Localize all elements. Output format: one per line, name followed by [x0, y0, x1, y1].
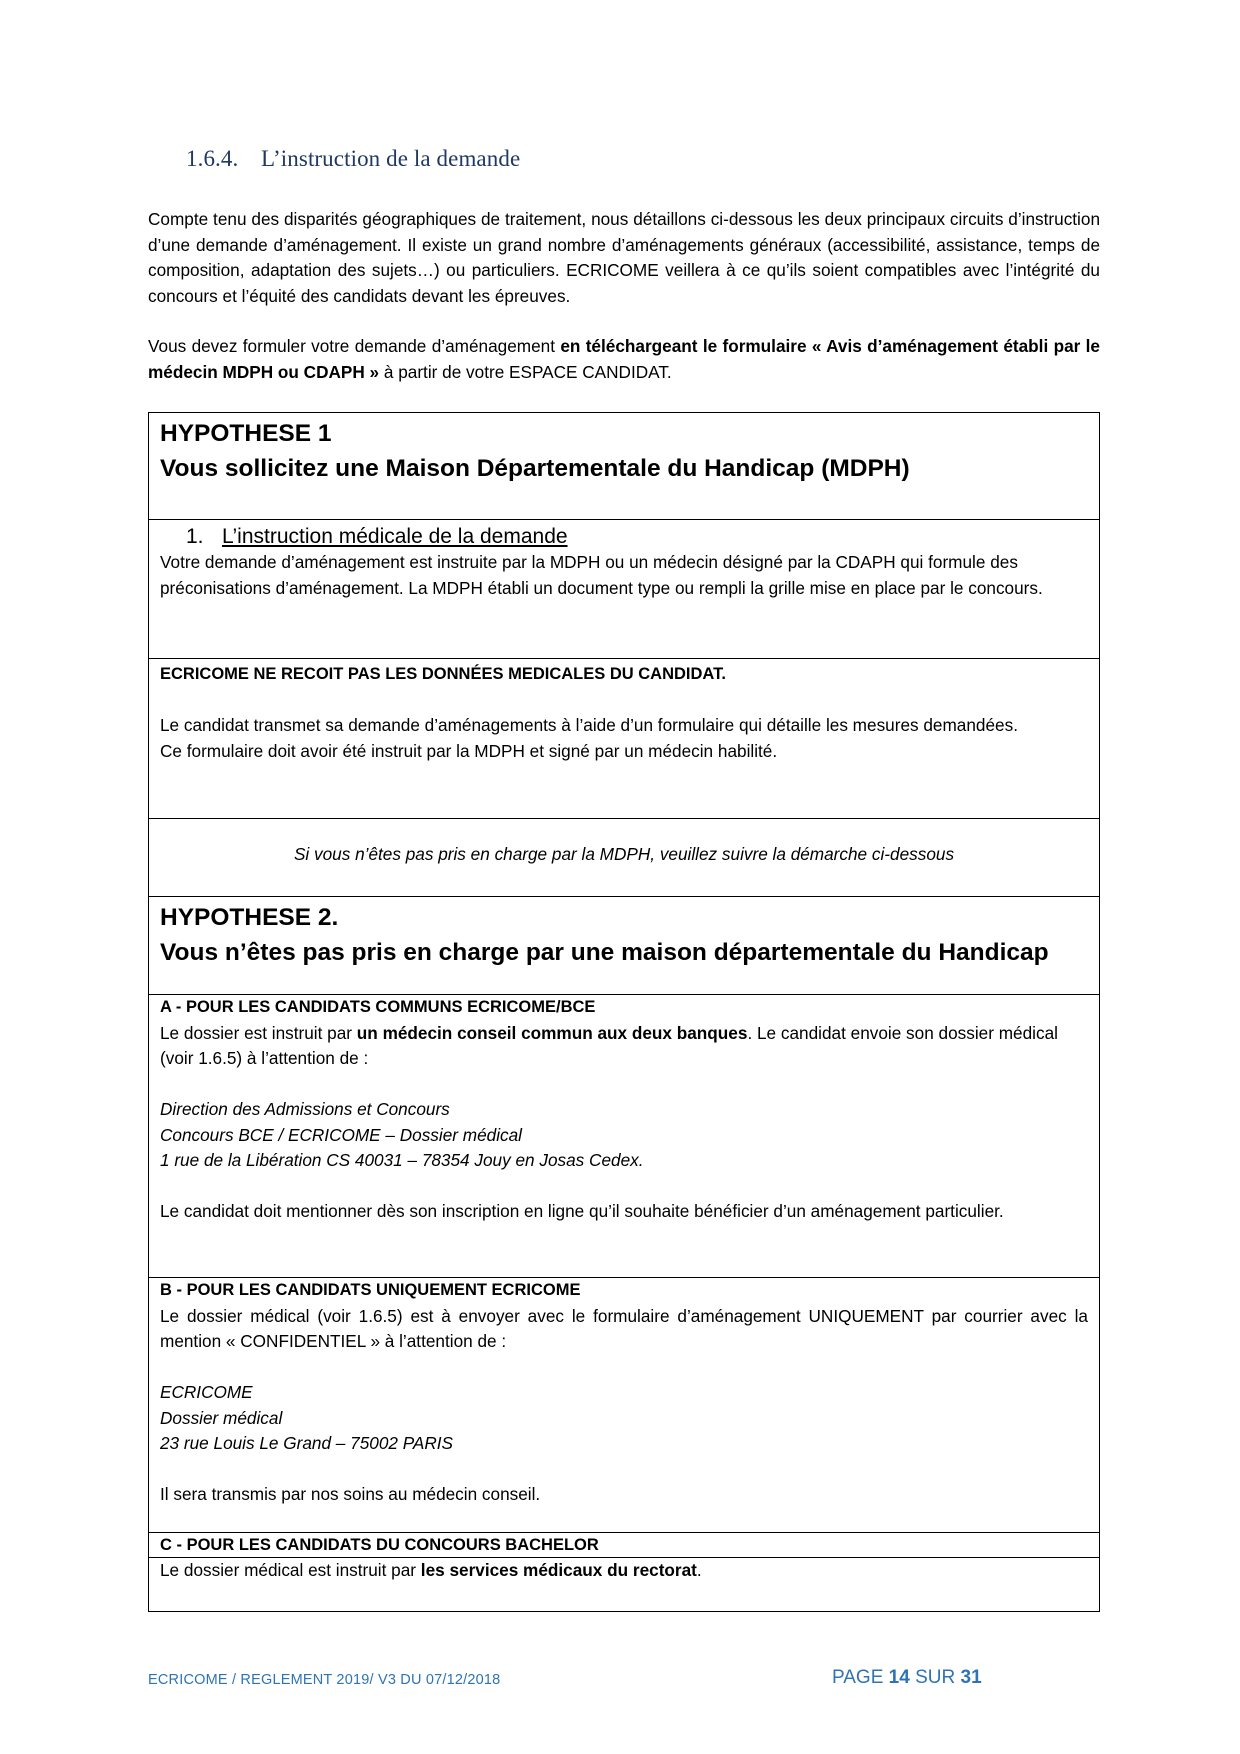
step-heading: [160, 523, 1088, 550]
step-text: Votre demande d’aménagement est instruite par la MDPH ou un médecin désigné par la CDAPH qui formule des préconisations d’aménagement. La MDPH établi un document type ou rempli la grille mise en place par le concours.: [160, 552, 1043, 598]
section-b-address-line-3: 23 rue Louis Le Grand – 75002 PARIS: [160, 1433, 454, 1453]
section-a-address-line-3: 1 rue de la Libération CS 40031 – 78354 Jouy en Josas Cedex.: [160, 1150, 644, 1170]
section-number: 1.6.4.: [186, 146, 239, 171]
intro-paragraph: Compte tenu des disparités géographiques de traitement, nous détaillons ci-dessous les deux principaux circuits d’instruction d’une demande d’aménagement. Il existe un grand nombre d’aménagements généraux (accessibilité, assistance, temps de composition, adaptation des sujets…) ou particuliers. ECRICOME veillera à ce qu’ils soient compatibles avec l’intégrité du concours et l’équité des candidats devant les épreuves.: [148, 209, 1100, 306]
section-a-text: Le dossier est instruit par un médecin conseil commun aux deux banques. Le candidat envoie son dossier médical (voir 1.6.5) à l’attention de :: [160, 1022, 1058, 1068]
hypothesis-2-header: [149, 897, 1099, 995]
section-a-common-candidates: [149, 995, 1099, 1278]
section-c-heading: C - POUR LES CANDIDATS DU CONCOURS BACHELOR: [149, 1533, 1099, 1558]
hypothesis-1-notice: [149, 659, 1099, 819]
form-name-emphasis: en téléchargeant le formulaire « Avis d’aménagement établi par le médecin MDPH ou CDAPH »: [148, 336, 1100, 382]
section-a-heading: A - POUR LES CANDIDATS COMMUNS ECRICOME/BCE: [160, 998, 596, 1016]
hypothesis-1-header: [149, 413, 1099, 520]
section-a-address-line-2: Concours BCE / ECRICOME – Dossier médical: [160, 1124, 522, 1145]
section-a-address-line-1: Direction des Admissions et Concours: [160, 1099, 450, 1119]
hypothesis-1-label: HYPOTHESE 1: [160, 420, 332, 447]
notice-paragraph-2: Ce formulaire doit avoir été instruit par la MDPH et signé par un médecin habilité.: [160, 740, 778, 761]
section-a-emphasis: un médecin conseil commun aux deux banques: [356, 1022, 748, 1043]
section-b-address-line-1: ECRICOME: [160, 1382, 253, 1402]
section-c-emphasis: les services médicaux du rectorat: [420, 1560, 697, 1580]
notice-heading: ECRICOME NE RECOIT PAS LES DONNÉES MEDICALES DU CANDIDAT.: [160, 665, 726, 683]
section-b-address-line-2: Dossier médical: [160, 1407, 283, 1428]
hypothesis-2-title: Vous n’êtes pas pris en charge par une maison départementale du Handicap: [160, 939, 1049, 966]
section-c-bachelor-candidates: Le dossier médical est instruit par les services médicaux du rectorat.: [160, 1560, 702, 1580]
section-b-heading: B - POUR LES CANDIDATS UNIQUEMENT ECRICOME: [160, 1281, 581, 1299]
section-b-note: Il sera transmis par nos soins au médecin conseil.: [160, 1484, 541, 1504]
hypothesis-2-label: HYPOTHESE 2.: [160, 904, 339, 931]
section-title: L’instruction de la demande: [261, 146, 521, 171]
transition-note: Si vous n’êtes pas pris en charge par la MDPH, veuillez suivre la démarche ci-dessous: [149, 819, 1099, 897]
notice-paragraph-1: Le candidat transmet sa demande d’aménagements à l’aide d’un formulaire qui détaille les mesures demandées.: [160, 715, 1018, 735]
footer-page-number: PAGE 14 SUR 31: [832, 1667, 982, 1688]
hypotheses-table: [148, 412, 1100, 1612]
footer-document-reference: ECRICOME / REGLEMENT 2019/ V3 DU 07/12/2018: [148, 1672, 501, 1688]
section-heading: [186, 146, 520, 172]
download-instruction-paragraph: Vous devez formuler votre demande d’aménagement en téléchargeant le formulaire « Avis d’aménagement établi par le médecin MDPH ou CDAPH » à partir de votre ESPACE CANDIDAT.: [148, 336, 1100, 382]
total-pages: 31: [960, 1667, 982, 1688]
step-number: 1.: [186, 525, 204, 548]
step-title: L’instruction médicale de la demande: [222, 525, 568, 548]
section-b-ecricome-candidates: [149, 1278, 1099, 1533]
current-page: 14: [888, 1667, 910, 1688]
hypothesis-1-step: [149, 520, 1099, 659]
section-a-note: Le candidat doit mentionner dès son inscription en ligne qu’il souhaite bénéficier d’un aménagement particulier.: [160, 1201, 1004, 1221]
hypothesis-1-title: Vous sollicitez une Maison Départementale du Handicap (MDPH): [160, 455, 910, 482]
section-b-text: Le dossier médical (voir 1.6.5) est à envoyer avec le formulaire d’aménagement UNIQUEMENT par courrier avec la mention « CONFIDENTIEL » à l’attention de :: [160, 1305, 1088, 1351]
